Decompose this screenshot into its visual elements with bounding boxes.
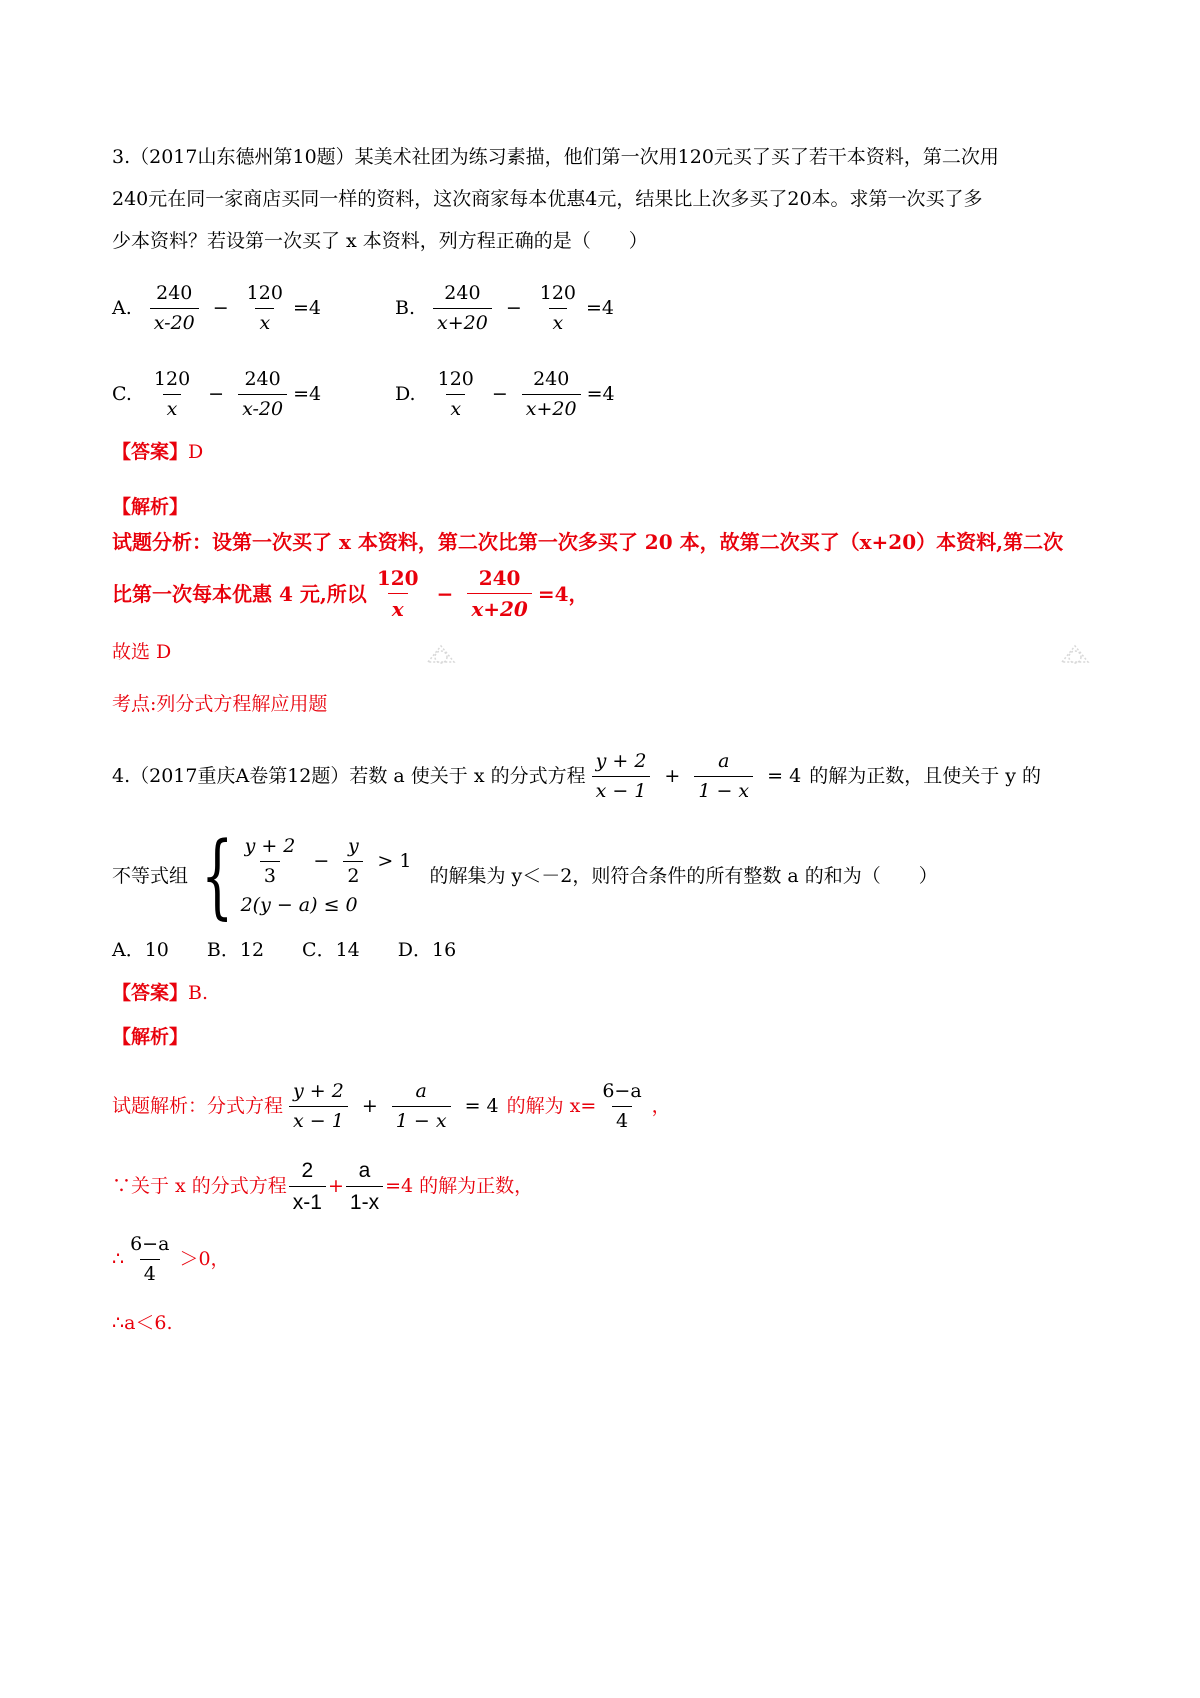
option-label: C. (112, 383, 132, 405)
system-line-1: $\frac{y + 2}{3}$ − $\frac{y}{2}$ > 1 (244, 835, 412, 887)
fraction: $\frac{y + 2}{x - 1}$ (592, 752, 651, 801)
fraction: $\frac{120}{x}$ (246, 282, 283, 334)
watermark-icon (1058, 640, 1092, 670)
answer-tag: 【答案】 (112, 982, 189, 1004)
answer-value: D (188, 441, 204, 463)
option-label: A. (112, 297, 132, 319)
answer-value: B. (188, 982, 209, 1004)
q4-answer (112, 984, 208, 1003)
fraction: $\frac{a}{1 - x}$ (392, 1082, 451, 1131)
q3-line1: 3.（2017山东德州第10题）某美术社团为练习素描，他们第一次用120元买了买了若干本资料，第二次用 (112, 146, 999, 168)
q4-analysis-tag: 【解析】 (112, 1026, 189, 1048)
fraction: $\frac{240}{x+20}$ (433, 284, 492, 333)
fraction: $\frac{6-a}{4}$ (130, 1233, 170, 1285)
q3-conclusion: 故选 D (112, 641, 172, 663)
fraction: $\frac{240}{x-20}$ (238, 370, 287, 419)
q4-line2: 不等式组 { $\frac{y + 2}{3}$ − $\frac{y}{2}$ > 1 2(y − a) ≤ 0 的解集为 y＜－2，则符合条件的所有整数 a 的和为（ ） (112, 822, 938, 929)
q3-analysis-tag: 【解析】 (112, 496, 189, 518)
option-label: B. (395, 297, 416, 319)
fraction: $\frac{240}{x-20}$ (150, 284, 199, 333)
fraction: $\frac{240}{x+20}$ (522, 370, 581, 419)
fraction: $\frac{120}{x}$ (153, 368, 191, 420)
q3-line3: 少本资料？若设第一次买了 x 本资料，列方程正确的是（ ） (112, 230, 648, 252)
q4-analysis-line4: ∴a＜6. (112, 1312, 173, 1334)
fraction: $\frac{240}{x+20}$ (467, 568, 532, 619)
inequality-system (188, 822, 419, 929)
fraction: $\frac{a}{1 - x}$ (694, 752, 753, 801)
fraction: $\frac{120}{x}$ (539, 282, 577, 334)
q3-option-c: C. $\frac{120}{x}$ − $\frac{240}{x-20}$ =4 (112, 368, 322, 420)
system-line-2: 2(y − a) ≤ 0 (240, 894, 358, 916)
q4-analysis-line2: ∵关于 x 的分式方程 $\frac{2}{x-1}$ + $\frac{a}{1-x}$ =4 的解为正数， (112, 1159, 534, 1214)
q3-option-b: B. $\frac{240}{x+20}$ − $\frac{120}{x}$ =4 (395, 282, 615, 334)
q3-analysis-line2: 比第一次每本优惠 4 元,所以 $\frac{120}{x}$ − $\frac{240}{x+20}$ =4， (112, 566, 589, 621)
fraction: $\frac{2}{x-1}$ (289, 1160, 326, 1213)
option-label: D. (395, 383, 416, 405)
q3-line2: 240元在同一家商店买同一样的资料，这次商家每本优惠4元，结果比上次多买了20本。求第一次买了多 (112, 188, 983, 210)
q4-analysis-line1: 试题解析：分式方程 $\frac{y + 2}{x - 1}$ + $\frac{a}{1 - x}$ = 4 的解为 x= $\frac{6-a}{4}$ ， (112, 1080, 671, 1132)
q3-option-a: A. $\frac{240}{x-20}$ − $\frac{120}{x}$ =4 (112, 282, 321, 334)
q3-option-d: D. $\frac{120}{x}$ − $\frac{240}{x+20}$ =4 (395, 368, 615, 420)
answer-tag: 【答案】 (112, 441, 189, 463)
q3-analysis-line1: 试题分析：设第一次买了 x 本资料，第二次比第一次多买了 20 本，故第二次买了（x+20）本资料,第二次 (112, 530, 1064, 554)
q4-analysis-line3: ∴ $\frac{6-a}{4}$ ＞0， (112, 1233, 230, 1285)
fraction: $\frac{120}{x}$ (437, 368, 474, 420)
q3-answer (112, 443, 203, 462)
watermark-icon (424, 640, 458, 670)
q3-kaodian: 考点:列分式方程解应用题 (112, 693, 328, 715)
fraction: $\frac{y + 2}{x - 1}$ (289, 1082, 348, 1131)
fraction: $\frac{120}{x}$ (376, 566, 419, 621)
fraction: $\frac{a}{1-x}$ (346, 1160, 383, 1213)
q4-line1: 4.（2017重庆A卷第12题）若数 a 使关于 x 的分式方程 $\frac{y + 2}{x - 1}$ + $\frac{a}{1 - x}$ = 4 的解为正数，且使关于 y 的 (112, 750, 1042, 802)
q4-options: A．10 B．12 C．14 D．16 (112, 939, 457, 961)
brace: { (201, 822, 234, 929)
fraction: $\frac{6-a}{4}$ (602, 1080, 642, 1132)
